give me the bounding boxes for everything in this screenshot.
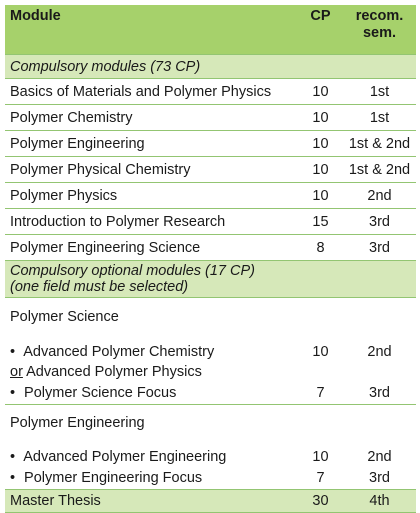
list-item <box>5 447 416 467</box>
module-cp: 10 <box>298 183 343 209</box>
option-cp: 10 <box>312 344 329 360</box>
module-cp: 10 <box>298 79 343 105</box>
or-word: or <box>10 364 23 380</box>
field-polymer-science <box>5 298 416 333</box>
list-item <box>5 342 416 362</box>
option-sem: 2nd <box>367 449 392 465</box>
header-cp: CP <box>298 5 343 55</box>
option-cp: 7 <box>298 382 343 405</box>
table-row <box>5 183 416 209</box>
group-compulsory-title: Compulsory modules (73 CP) <box>5 55 416 79</box>
module-cp: 10 <box>298 105 343 131</box>
option-alternative: or Advanced Polymer Physics <box>10 364 202 380</box>
module-table <box>5 5 416 513</box>
option-name: • Advanced Polymer Chemistry <box>10 344 215 360</box>
module-name: Basics of Materials and Polymer Physics <box>5 79 298 105</box>
list-item <box>5 362 416 382</box>
table-row <box>5 131 416 157</box>
master-thesis-row <box>5 490 416 513</box>
header-recommended-semester <box>343 5 416 55</box>
module-sem: 2nd <box>343 183 416 209</box>
group-optional-title <box>5 261 416 298</box>
module-cp: 30 <box>298 490 343 513</box>
group-optional-title-line1: Compulsory optional modules (17 CP) <box>10 263 255 279</box>
list-item <box>5 382 416 405</box>
module-name: Polymer Engineering Science <box>5 235 298 261</box>
table-row <box>5 235 416 261</box>
module-name: Master Thesis <box>5 490 298 513</box>
module-cp: 10 <box>298 131 343 157</box>
header-sem-line1: recom. <box>355 8 404 24</box>
field-label: Polymer Science <box>10 309 119 325</box>
module-name: Introduction to Polymer Research <box>5 209 298 235</box>
table-row <box>5 157 416 183</box>
module-cp: 15 <box>298 209 343 235</box>
module-cp: 10 <box>298 157 343 183</box>
header-sem-line2: sem. <box>362 25 397 41</box>
group-compulsory <box>5 55 416 79</box>
module-sem: 3rd <box>343 209 416 235</box>
module-sem: 4th <box>343 490 416 513</box>
module-sem: 1st <box>343 79 416 105</box>
module-name: Polymer Physical Chemistry <box>5 157 298 183</box>
module-name: Polymer Physics <box>5 183 298 209</box>
module-name: Polymer Engineering <box>5 131 298 157</box>
module-sem: 1st <box>343 105 416 131</box>
option-name: • Polymer Science Focus <box>5 382 298 405</box>
bullet-icon: • <box>10 449 16 465</box>
module-cp: 8 <box>298 235 343 261</box>
bullet-icon: • <box>10 344 16 360</box>
group-optional-title-line2: (one field must be selected) <box>10 279 189 295</box>
bullet-icon: • <box>10 385 16 401</box>
option-name: • Polymer Engineering Focus <box>5 467 298 490</box>
option-name: • Advanced Polymer Engineering <box>10 449 227 465</box>
module-sem: 1st & 2nd <box>343 157 416 183</box>
option-sem: 3rd <box>343 382 416 405</box>
table-row <box>5 79 416 105</box>
table-row <box>5 209 416 235</box>
module-table-container <box>5 5 416 513</box>
bullet-icon: • <box>10 470 16 486</box>
table-row <box>5 105 416 131</box>
option-sem: 2nd <box>367 344 392 360</box>
option-cp: 7 <box>298 467 343 490</box>
table-header-row <box>5 5 416 55</box>
field-label: Polymer Engineering <box>10 415 145 431</box>
header-module: Module <box>5 5 298 55</box>
option-cp: 10 <box>312 449 329 465</box>
module-name: Polymer Chemistry <box>5 105 298 131</box>
list-item <box>5 467 416 490</box>
field-polymer-engineering <box>5 405 416 438</box>
module-sem: 3rd <box>343 235 416 261</box>
module-sem: 1st & 2nd <box>343 131 416 157</box>
option-sem: 3rd <box>343 467 416 490</box>
group-optional <box>5 261 416 298</box>
